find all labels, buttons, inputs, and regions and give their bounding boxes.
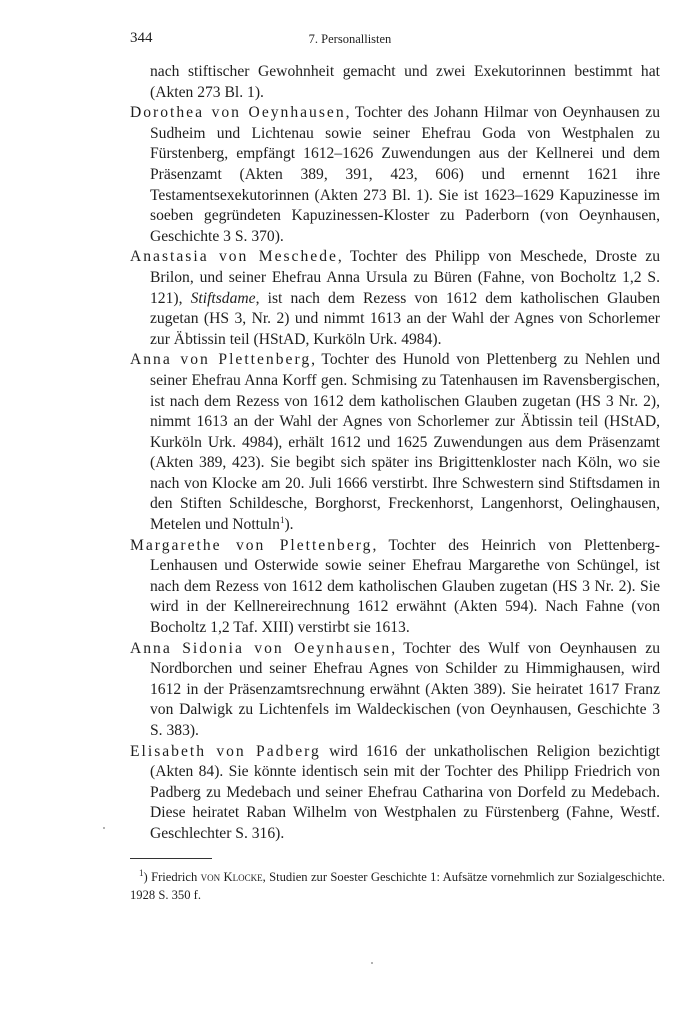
footnote: $^1$) Friedrich von Klocke, Studien zur Soester Geschichte 1: Aufsätze vornehmlich zur Sozialgeschichte. 1928 S. 350 f. xyxy=(130,867,666,902)
entry-anna-sidonia-von-oeynhausen xyxy=(130,639,660,742)
entry-text: , Tochter des Heinrich von Plettenberg-Lenhausen und Osterwide sowie seiner Ehefrau Margarethe von Schüngel, ist nach dem Rezess von 1612 dem katholischen Glauben zugetan (HS 3 Nr. 2). Sie wird in der Kellnereirechnung 1612 erwähnt (Akten 594). Nach Fahne (von Bocholtz 1,2 Taf. XIII) verstirbt sie 1613. xyxy=(150,536,660,637)
person-name: Elisabeth von Padberg xyxy=(130,742,321,760)
entry-dorothea-von-oeynhausen xyxy=(130,103,660,247)
entry-text: , Tochter des Johann Hilmar von Oeynhausen zu Sudheim und Lichtenau sowie seiner Ehefrau Goda von Westphalen zu Fürstenberg, empfängt 1612–1626 Zuwendungen aus der Kellnerei und dem Präsenzamt (Akten 389, 391, 423, 606) und ernennt 1621 ihre Testamentsexekutorinnen (Akten 273 Bl. 1). Sie ist 1623–1629 Kapuzinesse im soeben gegründeten Kapuzinessen-Kloster zu Paderborn (von Oeynhausen, Geschichte 3 S. 370). xyxy=(150,104,660,245)
footnote-text: , Studien zur Soester Geschichte 1: Aufsätze vornehmlich zur Sozialgeschichte. 1928 S. 350 f. xyxy=(130,870,666,902)
person-name: Dorothea von Oeynhausen xyxy=(130,104,346,122)
entry-text: , Tochter des Hunold von Plettenberg zu Nehlen und seiner Ehefrau Anna Korff gen. Schmising zu Tatenhausen im Ravensbergischen, ist nach dem Rezess von 1612 dem katholischen Glauben zugetan (HS 3 Nr. 2), nimmt 1613 an der Wahl der Agnes von Schorlemer zur Äbtissin teil (HStAD, Kurköln Urk. 4984), erhält 1612 und 1625 Zuwendungen aus dem Präsenzamt (Akten 389, 423). Sie begibt sich später ins Brigittenkloster nach Köln, wo sie nach von Klocke am 20. Juli 1666 verstirbt. Ihre Schwestern sind Stiftsdamen in den Stiften Schildesche, Borghorst, Freckenhorst, Langenhorst, Oelinghausen, Metelen und Nottuln xyxy=(150,351,660,534)
person-name: Anna von Plettenberg xyxy=(130,351,312,369)
entry-continuation xyxy=(130,62,660,103)
entry-text: nach stiftischer Gewohnheit gemacht und zwei Exekutorinnen bestimmt hat (Akten 273 Bl. 1). xyxy=(150,63,660,101)
footnote-author-first: Friedrich xyxy=(151,870,201,884)
body-text xyxy=(130,62,660,845)
entry-margarethe-von-plettenberg xyxy=(130,536,660,639)
entry-text: ). xyxy=(284,516,294,534)
footnote-author-surname: von Klocke xyxy=(200,870,263,884)
entry-anna-von-plettenberg xyxy=(130,350,660,535)
footnotes xyxy=(130,868,665,904)
page-number: 344 xyxy=(130,30,153,46)
footnote-divider xyxy=(130,858,212,859)
scan-speck xyxy=(103,827,105,829)
entry-elisabeth-von-padberg xyxy=(130,742,660,845)
entry-text: , ist nach dem Rezess von 1612 dem katholischen Glauben zugetan (HS 3, Nr. 2) und nimmt 1613 an der Wahl der Agnes von Schorlemer zur Äbtissin teil (HStAD, Kurköln Urk. 4984). xyxy=(150,289,660,348)
running-head: 7. Personallisten xyxy=(308,32,392,46)
person-name: Margarethe von Plettenberg xyxy=(130,536,373,554)
italic-term: Stiftsdame xyxy=(190,289,256,307)
person-name: Anna Sidonia von Oeynhausen xyxy=(130,639,392,657)
scan-speck xyxy=(371,962,373,964)
footnote-marker: 1 xyxy=(139,867,144,878)
entry-text: wird 1616 der unkatholischen Religion bezichtigt (Akten 84). Sie könnte identisch sein mit der Tochter des Philipp Friedrich von Padberg zu Medebach und seiner Ehefrau Catharina von Dorfeld zu Medebach. Diese heiratet Raban Wilhelm von Westphalen zu Fürstenberg (Fahne, Westf. Geschlechter S. 316). xyxy=(150,742,660,842)
person-name: Anastasia von Meschede xyxy=(130,248,338,266)
footnote-reference[interactable]: 1 xyxy=(279,514,285,525)
entry-text: , Tochter des Philipp von Meschede, Droste zu Brilon, und seiner Ehefrau Anna Ursula zu Büren (Fahne, von Bocholtz 1,2 S. 121), xyxy=(150,248,660,307)
entry-text: , Tochter des Wulf von Oeynhausen zu Nordborchen und seiner Ehefrau Agnes von Schilder zu Himmighausen, wird 1612 in der Präsenzamtsrechnung erwähnt (Akten 389). Sie heiratet 1617 Franz von Dalwigk zu Lichtenfels im Waldeckischen (von Oeynhausen, Geschichte 3 S. 383). xyxy=(150,639,661,739)
entry-anastasia-von-meschede xyxy=(130,247,660,350)
